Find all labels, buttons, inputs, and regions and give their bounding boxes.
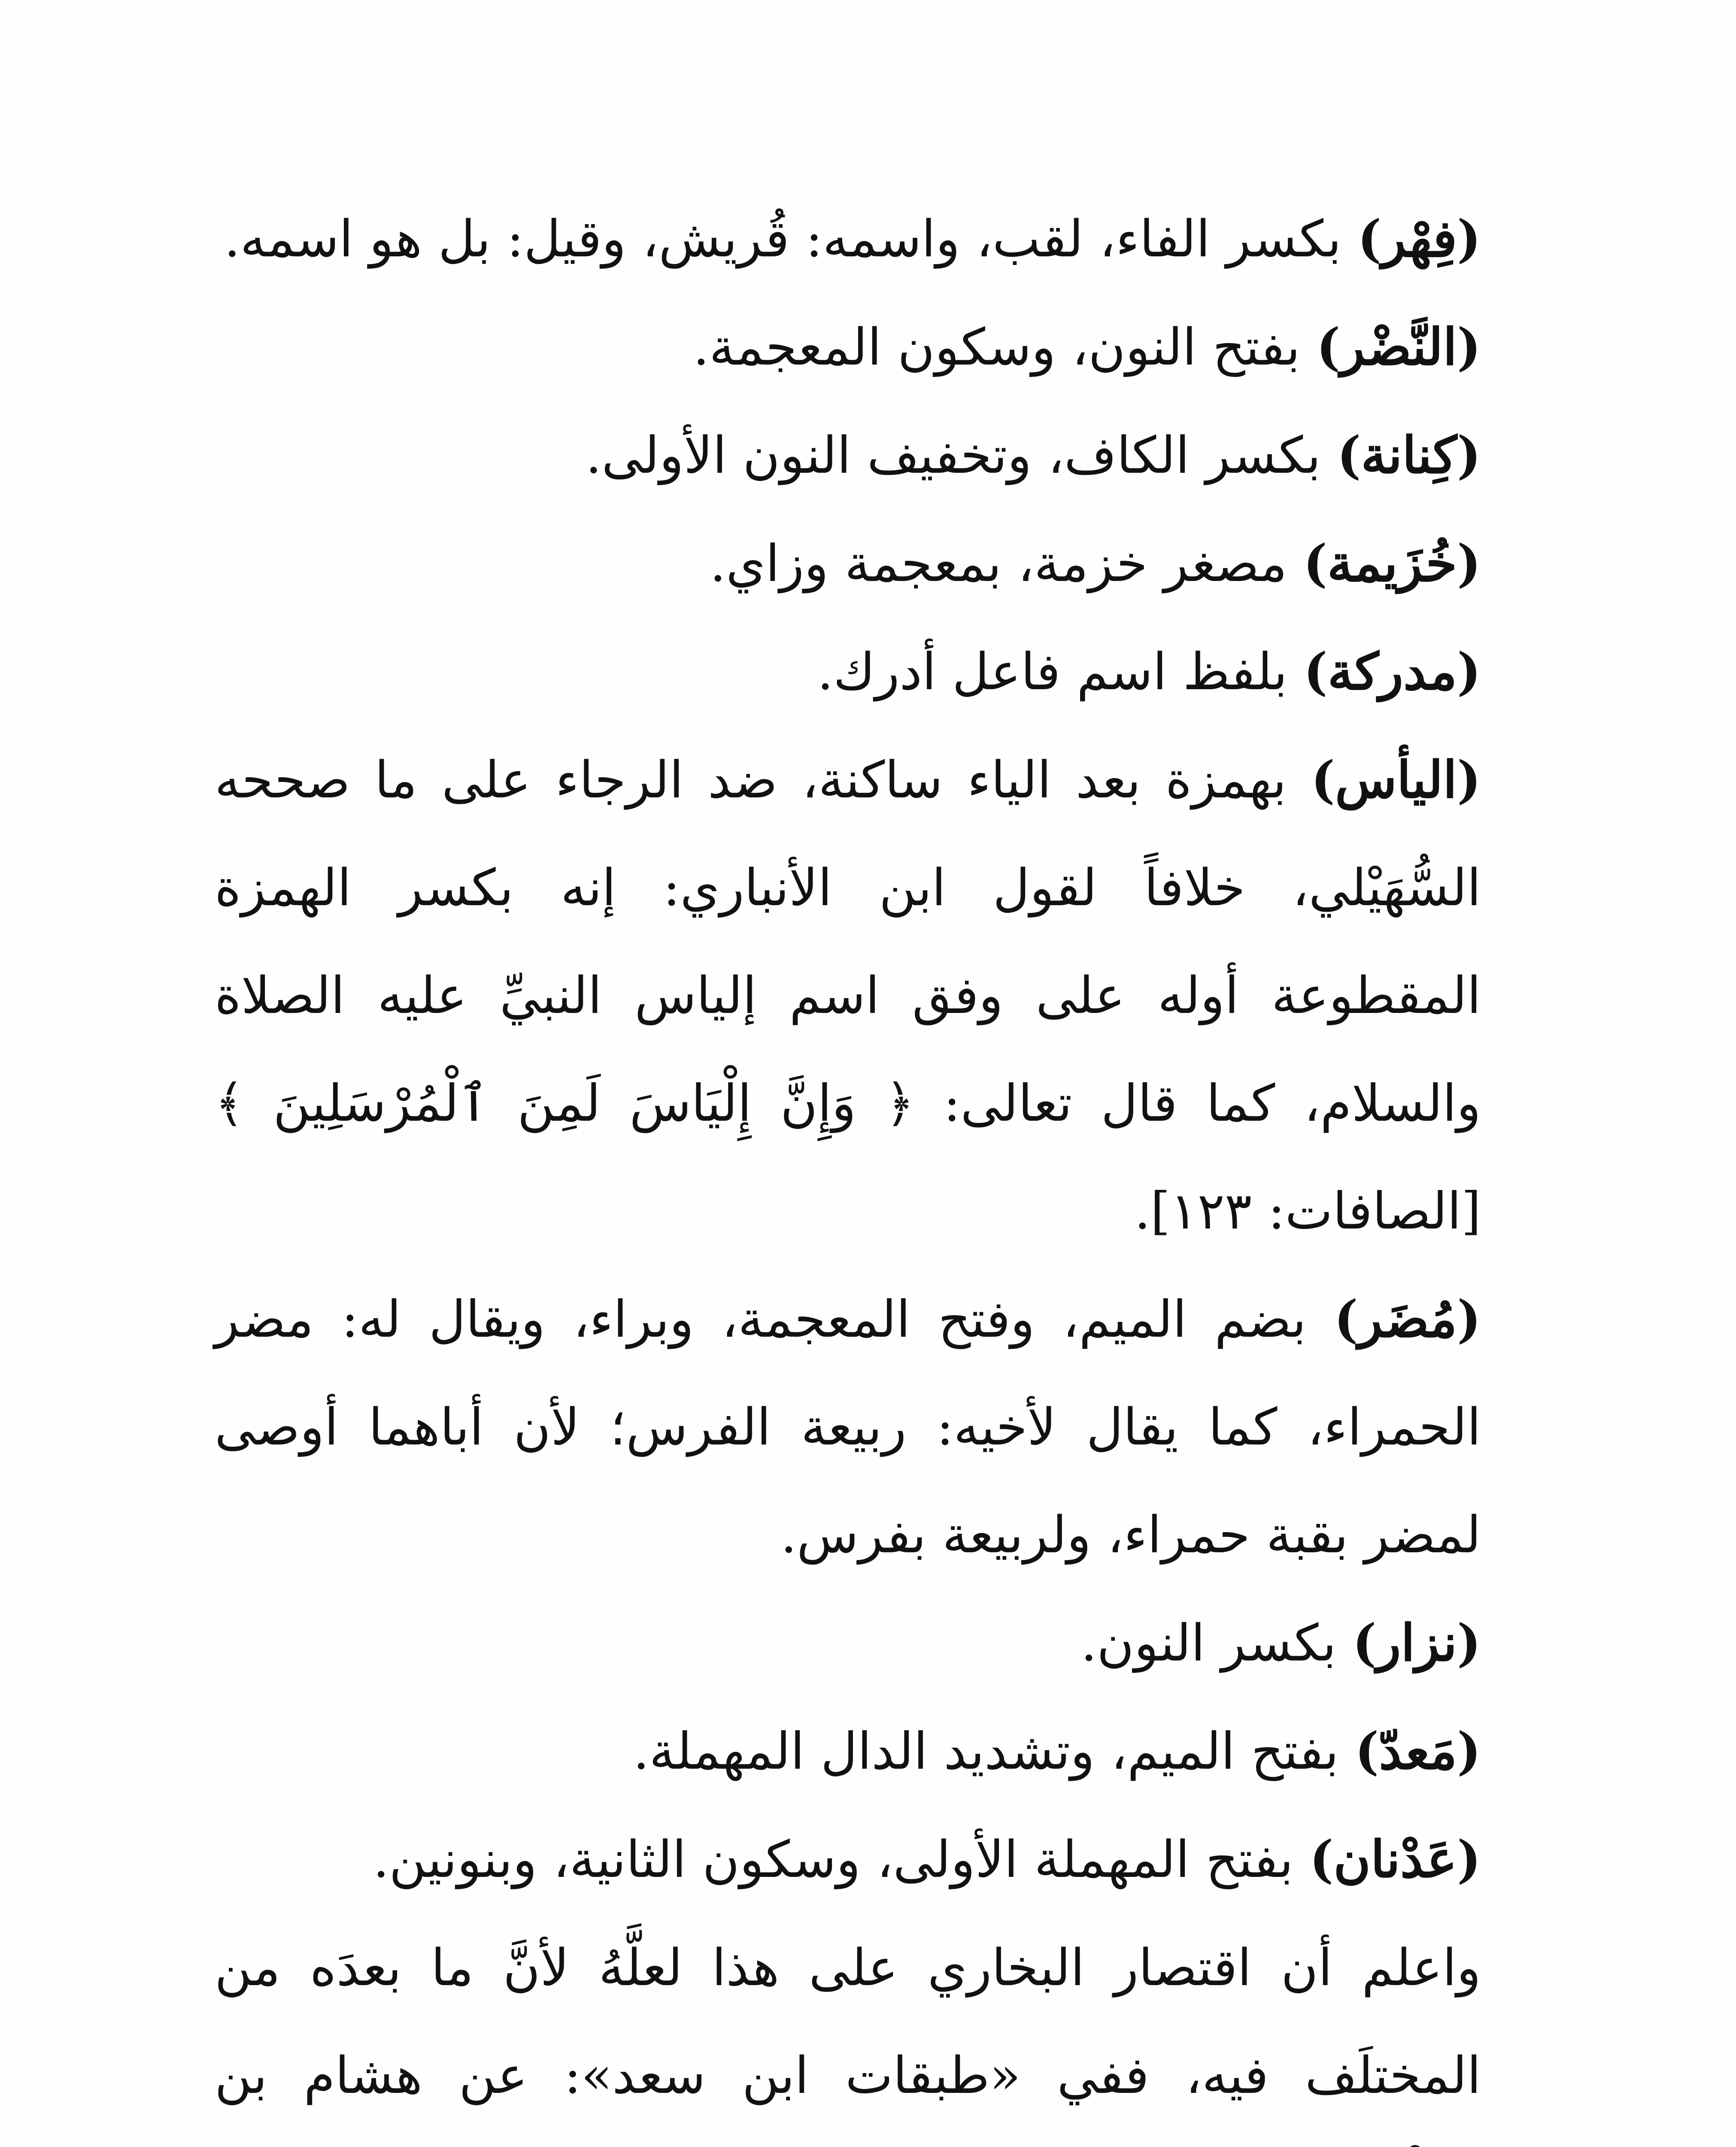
entry-term: (خُزَيمة) (1303, 533, 1481, 593)
entry-term: (اليأس) (1311, 750, 1481, 809)
main-text (215, 185, 1481, 2147)
entry-text: بهمزة بعد الياء ساكنة، ضد الرجاء على ما صححه السُّهَيْلي، خلافاً لقول ابن الأنباري: إنه بكسر الهمزة المقطوعة أوله على وفق اسم إلياس النبيِّ عليه الصلاة والسلام، كما قال تعالى: ﴿ وَإِنَّ إِلْيَاسَ لَمِنَ ٱلْمُرْسَلِينَ ﴾[الصافات: ١٢٣]. (215, 750, 1481, 1241)
entry-term: (مَعدّ) (1355, 1721, 1481, 1781)
entry-text: بفتح المهملة الأولى، وسكون الثانية، وبنونين. (373, 1830, 1310, 1889)
entry-term: (كِنانة) (1337, 425, 1481, 485)
entry-term: (فِهْر) (1357, 209, 1481, 268)
entry-mudrika (215, 617, 1481, 726)
entry-text: بكسر الكاف، وتخفيف النون الأولى. (586, 426, 1337, 485)
entry-term: (النَّضْر) (1316, 317, 1481, 377)
entry-maadd (215, 1697, 1481, 1805)
entry-yas (215, 726, 1481, 1265)
entry-term: (مدركة) (1303, 642, 1481, 701)
entry-text: بلفظ اسم فاعل أدرك. (817, 642, 1304, 701)
entry-text: بكسر الفاء، لقب، واسمه: قُريش، وقيل: بل هو اسمه. (224, 209, 1358, 268)
entry-term: (مُضَر) (1334, 1289, 1481, 1349)
entry-khuzayma (215, 509, 1481, 617)
entry-adnan (215, 1805, 1481, 1913)
entry-text: بفتح النون، وسكون المعجمة. (693, 317, 1317, 377)
entry-text: مصغر خزمة، بمعجمة وزاي. (710, 534, 1303, 593)
entry-nizar (215, 1589, 1481, 1697)
entry-term: (نزار) (1352, 1613, 1481, 1673)
entry-kinana (215, 401, 1481, 509)
entry-text: واعلم أن اقتصار البخاري على هذا لعلَّهُ لأنَّ ما بعدَه من المختلَف فيه، ففي «طبقات ابن سعد»: عن هشام بن (215, 1938, 1481, 2105)
entry-nadr (215, 293, 1481, 401)
entry-text: بضم الميم، وفتح المعجمة، وبراء، ويقال له: مضر الحمراء، كما يقال لأخيه: ربيعة الفرس؛ لأن أباهما أوصى لمضر بقبة حمراء، ولربيعة بفرس. (215, 1289, 1481, 1564)
entry-text: بكسر النون. (1080, 1613, 1353, 1673)
entry-text: بفتح الميم، وتشديد الدال المهملة. (633, 1721, 1355, 1781)
entry-fihr (215, 185, 1481, 293)
commentary-paragraph (215, 1913, 1481, 2147)
entry-mudar (215, 1265, 1481, 1589)
entry-term: (عَدْنان) (1309, 1829, 1481, 1889)
